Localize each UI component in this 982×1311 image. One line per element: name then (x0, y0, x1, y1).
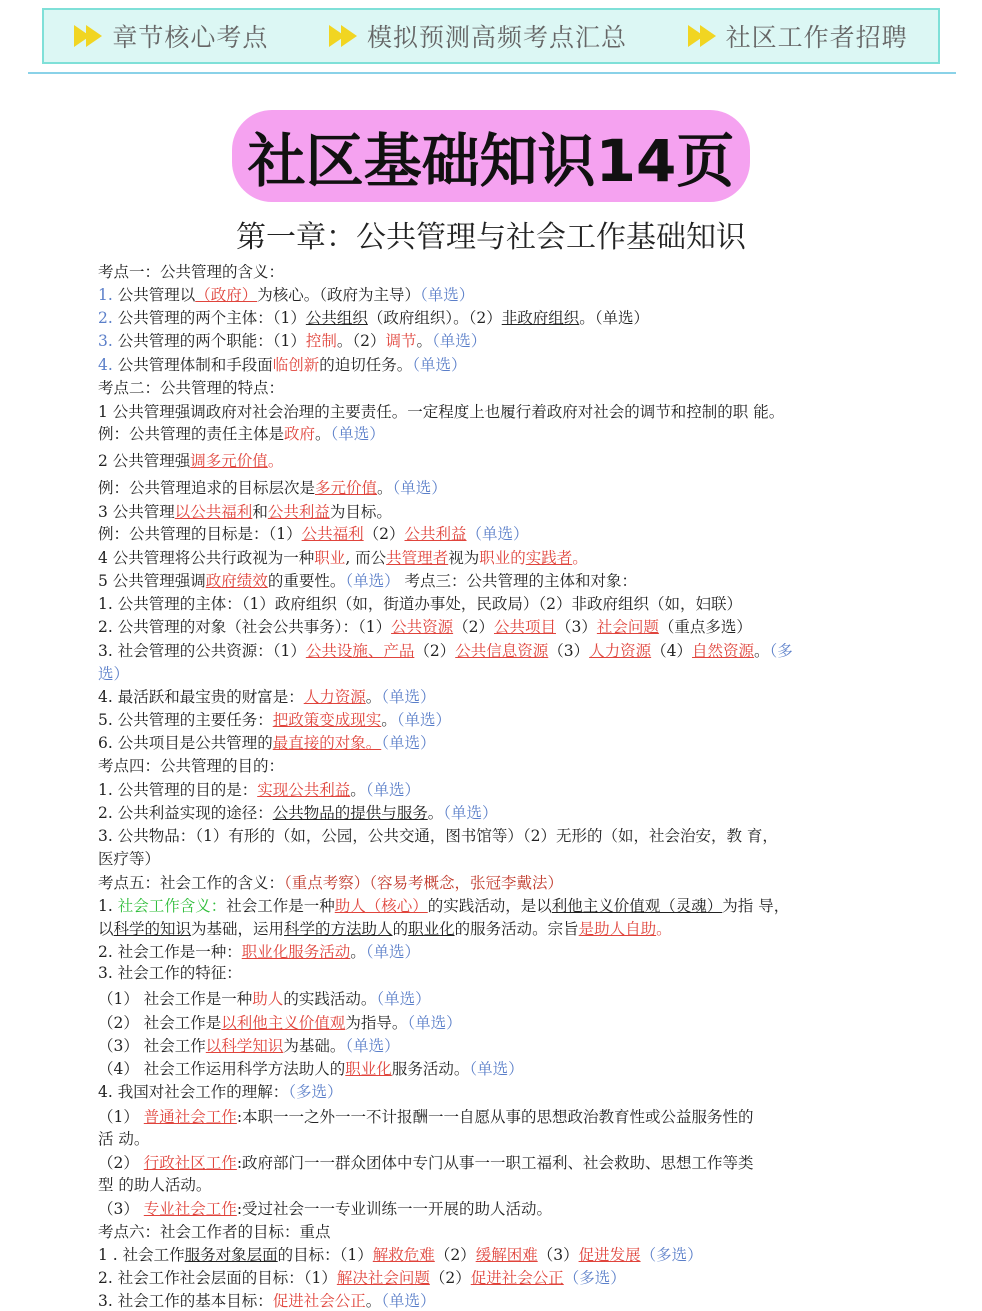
text-segment: 2. (98, 309, 118, 327)
text-segment: 以公共福利 (174, 503, 253, 521)
text-segment: 控制 (305, 332, 337, 350)
text-segment: 和 (252, 503, 268, 521)
text-segment: （4） (651, 642, 692, 660)
text-segment: 1. 公共管理的主体：（1）政府组织（如，街道办事处，民政局）（2）非政府组织（如，妇联） (98, 595, 742, 613)
text-line (98, 1289, 436, 1311)
text-segment: （单选） (345, 1037, 400, 1055)
text-segment: 3. 社会工作的基本目标： (98, 1292, 273, 1310)
text-segment: 选） (98, 665, 130, 683)
text-segment: 例：公共管理的责任主体是 (98, 425, 285, 443)
text-segment: 。 (315, 425, 331, 443)
text-segment: 科学的方法助人 (284, 920, 393, 938)
text-line (98, 778, 420, 800)
text-line (98, 824, 778, 846)
text-segment: 以科学知识 (205, 1037, 284, 1055)
text-segment: 1. 公共管理的目的是： (98, 781, 258, 799)
text-segment: （单选） (396, 711, 452, 729)
double-arrow-icon (74, 25, 98, 47)
text-segment: 公共物品的提供与服务 (272, 804, 428, 822)
text-segment: （2） (429, 1269, 471, 1287)
text-segment: 。 (416, 332, 433, 350)
text-segment: 多元价值 (315, 479, 378, 497)
text-segment: 普通社会工作 (143, 1108, 237, 1126)
text-segment: 为目标。 (329, 503, 392, 521)
text-line (98, 1243, 703, 1265)
text-segment: 1 . 社会工作 (98, 1246, 185, 1264)
text-line (98, 1197, 552, 1219)
text-line (98, 1080, 342, 1102)
text-segment: 以利他主义价值观 (221, 1014, 346, 1032)
text-segment: 促进社会公正 (470, 1269, 564, 1287)
text-segment: 4. (98, 356, 118, 374)
text-segment: 科学的知识 (113, 920, 192, 938)
text-line (98, 353, 467, 375)
text-line (98, 615, 752, 637)
text-segment: （2） (414, 642, 456, 660)
text-segment: :本职一一之外一一不计报酬一一自愿从事的思想政治教育性或公益服务性的 (236, 1108, 754, 1126)
text-segment: 3 公共管理 (98, 503, 175, 521)
text-segment: 公共项目 (493, 618, 556, 636)
text-segment: （3） (556, 618, 597, 636)
text-segment: 视为 (448, 549, 480, 567)
text-segment: 调多元价值 (190, 452, 268, 470)
text-segment: 考点二：公共管理的特点： (98, 379, 285, 397)
text-segment: 最直接的对象。 (272, 734, 382, 752)
chapter-heading: 第一章：公共管理与社会工作基础知识 (236, 220, 746, 255)
text-segment: 人力资源 (303, 688, 366, 706)
text-segment: 社会工作是一种 (226, 897, 335, 915)
text-segment: （3） (537, 1246, 579, 1264)
text-segment: （2） (363, 525, 405, 543)
text-segment: 社会问题 (596, 618, 659, 636)
text-line (98, 449, 283, 471)
text-line (98, 1151, 754, 1173)
text-segment: （重点考察）（容易考概念，张冠李戴法） (284, 874, 564, 892)
text-segment: （单选） (407, 1014, 462, 1032)
text-line (98, 476, 447, 498)
text-segment: 职业 (314, 549, 346, 567)
text-segment: 公共利益 (404, 525, 467, 543)
text-segment: （单选） (381, 734, 436, 752)
text-segment: （2） (434, 1246, 476, 1264)
page-title: 社区基础知识14页 (232, 110, 751, 202)
text-segment: （单选） (365, 943, 421, 961)
text-line (98, 1220, 331, 1242)
text-segment: 缓解困难 (475, 1246, 538, 1264)
text-segment: 专业社会工作 (143, 1200, 237, 1218)
text-segment: （政府） (195, 286, 258, 304)
text-segment: 公共信息资源 (455, 642, 549, 660)
text-segment: 公共管理体制和手段面 (117, 356, 273, 374)
text-segment: 例：公共管理的目标是：（1） (98, 525, 302, 543)
text-segment: 公共设施、产品 (305, 642, 415, 660)
text-segment: （单选） (420, 286, 475, 304)
text-line (98, 1266, 626, 1288)
text-segment: 。 (267, 452, 284, 470)
text-segment: 1. (98, 897, 118, 915)
text-segment: 为指导。 (345, 1014, 408, 1032)
text-segment: 公共利益 (267, 503, 330, 521)
text-segment: 公共管理以 (117, 286, 196, 304)
text-line (98, 1105, 754, 1127)
text-segment: 职业化 (408, 920, 455, 938)
text-segment: 医疗等） (98, 850, 161, 868)
text-segment: 的 (392, 920, 409, 938)
text-segment: 解救危难 (372, 1246, 435, 1264)
text-line (98, 422, 385, 444)
text-segment: 为指 导， (722, 897, 790, 915)
text-segment: 政府 (284, 425, 316, 443)
text-segment: 自然资源 (692, 642, 755, 660)
text-segment: （3） (548, 642, 590, 660)
text-segment: 以 (98, 920, 114, 938)
text-line (98, 754, 284, 776)
text-segment: （多选） (640, 1246, 703, 1264)
text-line (98, 685, 436, 707)
text-line (98, 1057, 524, 1079)
text-segment: 4. 最活跃和最宝贵的财富是： (98, 688, 304, 706)
text-segment: 2. 社会工作是一种： (98, 943, 242, 961)
text-segment: 促进发展 (578, 1246, 641, 1264)
text-line (98, 940, 420, 962)
text-segment: 考点三：公共管理的主体和对象： (399, 572, 638, 590)
text-line (98, 801, 498, 823)
text-line (98, 731, 436, 753)
text-segment: 2. 社会工作社会层面的目标：（1） (98, 1269, 337, 1287)
text-segment: （2） (98, 1154, 144, 1172)
text-segment: 的重要性。 (267, 572, 346, 590)
text-segment: 2. 公共管理的对象（社会公共事务）：（1） (98, 618, 392, 636)
text-segment: 5. 公共管理的主要任务： (98, 711, 273, 729)
text-segment: 临创新 (272, 356, 320, 374)
text-line (98, 961, 242, 983)
text-segment: （单选） (432, 332, 487, 350)
text-segment: （政府组织）。（2） (367, 309, 502, 327)
text-segment: （单选） (365, 781, 421, 799)
text-line (98, 260, 284, 282)
text-segment: 公共管理的两个职能：（1） (117, 332, 306, 350)
text-line (98, 1173, 211, 1195)
text-line (98, 569, 637, 591)
text-segment: 3. 社会管理的公共资源：（1） (98, 642, 306, 660)
text-segment: :政府部门一一群众团体中专门从事一一职工福利、社会救助、思想工作等类 (236, 1154, 754, 1172)
text-line (98, 376, 284, 398)
text-segment: （多 (769, 642, 793, 660)
text-segment: 的实践活动。 (283, 990, 377, 1008)
text-segment: 助人 (252, 990, 284, 1008)
tab-label: 社区工作者招聘 (725, 23, 908, 52)
top-nav-bar (42, 8, 940, 64)
text-segment: 职业化服务活动 (241, 943, 351, 961)
text-segment: （单选） (469, 1060, 524, 1078)
text-segment: （2） 社会工作是 (98, 1014, 222, 1032)
text-segment: （3） (98, 1200, 144, 1218)
text-segment: 1 公共管理强调政府对社会治理的主要责任。一定程度上也履行着政府对社会的调节和控制的职 能。 (98, 403, 785, 421)
text-segment: 3. 公共物品：（1）有形的（如，公园，公共交通，图书馆等）（2）无形的（如，社会治安，教 育， (98, 827, 778, 845)
text-segment: （多选） (288, 1083, 343, 1101)
text-segment: （2） (453, 618, 494, 636)
text-segment: 助人（核心） (334, 897, 428, 915)
text-line (98, 283, 474, 305)
text-segment: （1） (98, 1108, 144, 1126)
text-segment: 实现公共利益 (257, 781, 351, 799)
text-line (98, 522, 529, 544)
text-line (98, 306, 649, 328)
text-segment: 解决社会问题 (336, 1269, 430, 1287)
text-segment: 3. 社会工作的特征： (98, 964, 242, 982)
tab-label: 模拟预测高频考点汇总 (366, 23, 627, 52)
text-line (98, 400, 784, 422)
text-segment: 。 (350, 781, 366, 799)
text-segment: 的实践活动，是以 (427, 897, 552, 915)
text-segment: 调节 (385, 332, 417, 350)
text-segment: 考点六：社会工作者的目标：重点 (98, 1223, 331, 1241)
text-segment: 职业化 (345, 1060, 392, 1078)
text-line (98, 662, 129, 684)
text-segment: （1） 社会工作是一种 (98, 990, 253, 1008)
text-segment: 服务活动。 (391, 1060, 470, 1078)
text-line (98, 871, 563, 893)
text-segment: （单选） (381, 1292, 436, 1310)
text-segment: （单选） (345, 572, 400, 590)
text-segment: （单选） (381, 688, 436, 706)
text-segment: （4） 社会工作运用科学方法助人的 (98, 1060, 346, 1078)
text-segment: 服务对象层面 (184, 1246, 278, 1264)
text-line (98, 592, 742, 614)
text-line (98, 546, 588, 568)
text-segment: 公共资源 (391, 618, 454, 636)
tab-community-worker-recruit[interactable] (688, 18, 908, 54)
text-segment: 。 (365, 688, 382, 706)
text-segment: 考点五：社会工作的含义： (98, 874, 285, 892)
text-line (98, 987, 431, 1009)
text-segment: 的服务活动。宗旨 (454, 920, 579, 938)
text-segment: 公共福利 (301, 525, 364, 543)
text-segment: 5 公共管理强调 (98, 572, 206, 590)
text-segment: （重点多选） (658, 618, 752, 636)
text-segment: 。 (754, 642, 770, 660)
text-segment: 非政府组织 (501, 309, 580, 327)
text-segment: , 而公 (345, 549, 387, 567)
text-segment: 4. 我国对社会工作的理解： (98, 1083, 289, 1101)
text-segment: 人力资源 (589, 642, 652, 660)
text-line (98, 329, 486, 351)
text-segment: 实践者 (525, 549, 573, 567)
text-segment: 共管理者 (386, 549, 449, 567)
text-segment: 3. (98, 332, 118, 350)
text-segment: 社会工作含义： (117, 897, 227, 915)
text-segment: 公共组织 (305, 309, 368, 327)
text-segment: （3） 社会工作 (98, 1037, 206, 1055)
text-segment: （单选） (376, 990, 431, 1008)
text-segment: （单选） (443, 804, 498, 822)
text-segment: 职业的 (479, 549, 526, 567)
text-segment: 促进社会公正 (272, 1292, 366, 1310)
text-segment: 为基础，运用 (191, 920, 285, 938)
text-segment: 。 (381, 711, 397, 729)
text-segment: 利他主义价值观（灵魂） (551, 897, 723, 915)
text-line (98, 500, 392, 522)
text-segment: 4 公共管理将公共行政视为一种 (98, 549, 315, 567)
text-segment: :受过社会一一专业训练一一开展的助人活动。 (236, 1200, 553, 1218)
text-segment: （单选） (392, 479, 447, 497)
text-segment: 是助人自助 (578, 920, 657, 938)
text-segment: 。（2） (336, 332, 386, 350)
double-arrow-icon (329, 25, 353, 47)
text-segment: 。 (656, 920, 672, 938)
text-segment: （单选） (330, 425, 385, 443)
text-segment: 。 (427, 804, 444, 822)
text-segment: 为核心。（政府为主导） (257, 286, 421, 304)
text-segment: 把政策变成现实 (272, 711, 382, 729)
text-segment: 的目标：（1） (277, 1246, 373, 1264)
text-segment: 。 (572, 549, 588, 567)
double-arrow-icon (688, 25, 712, 47)
text-segment: 1. (98, 286, 118, 304)
tab-chapter-core-points[interactable] (74, 18, 268, 54)
text-segment: （单选） (412, 356, 467, 374)
text-segment: 活 动。 (98, 1130, 150, 1148)
text-line (98, 639, 793, 661)
text-line (98, 847, 160, 869)
divider (28, 72, 956, 74)
text-segment: （单选） (466, 525, 529, 543)
tab-label: 章节核心考点 (112, 23, 269, 52)
text-segment: 例：公共管理追求的目标层次是 (98, 479, 316, 497)
text-segment: 。 (365, 1292, 382, 1310)
text-segment: 考点四：公共管理的目的： (98, 757, 285, 775)
text-segment: 2 公共管理强 (98, 452, 191, 470)
text-segment: 。 (377, 479, 393, 497)
text-segment: 行政社区工作 (143, 1154, 237, 1172)
text-segment: 公共管理的两个主体：（1） (117, 309, 306, 327)
text-segment: 考点一：公共管理的含义： (98, 263, 285, 281)
text-segment: 2. 公共利益实现的途径： (98, 804, 273, 822)
text-segment: 。 (350, 943, 366, 961)
text-segment: 型 的助人活动。 (98, 1176, 212, 1194)
text-segment: 的迫切任务。 (319, 356, 413, 374)
text-line (98, 917, 672, 939)
text-line (98, 708, 451, 730)
text-segment: 政府绩效 (205, 572, 268, 590)
tab-mock-high-frequency[interactable] (329, 18, 627, 54)
text-segment: 为基础。 (283, 1037, 346, 1055)
text-line (98, 894, 789, 916)
text-line (98, 1127, 149, 1149)
text-line (98, 1011, 462, 1033)
text-segment: （多选） (563, 1269, 626, 1287)
text-line (98, 1034, 400, 1056)
text-segment: 。（单选） (579, 309, 650, 327)
text-segment: 6. 公共项目是公共管理的 (98, 734, 273, 752)
